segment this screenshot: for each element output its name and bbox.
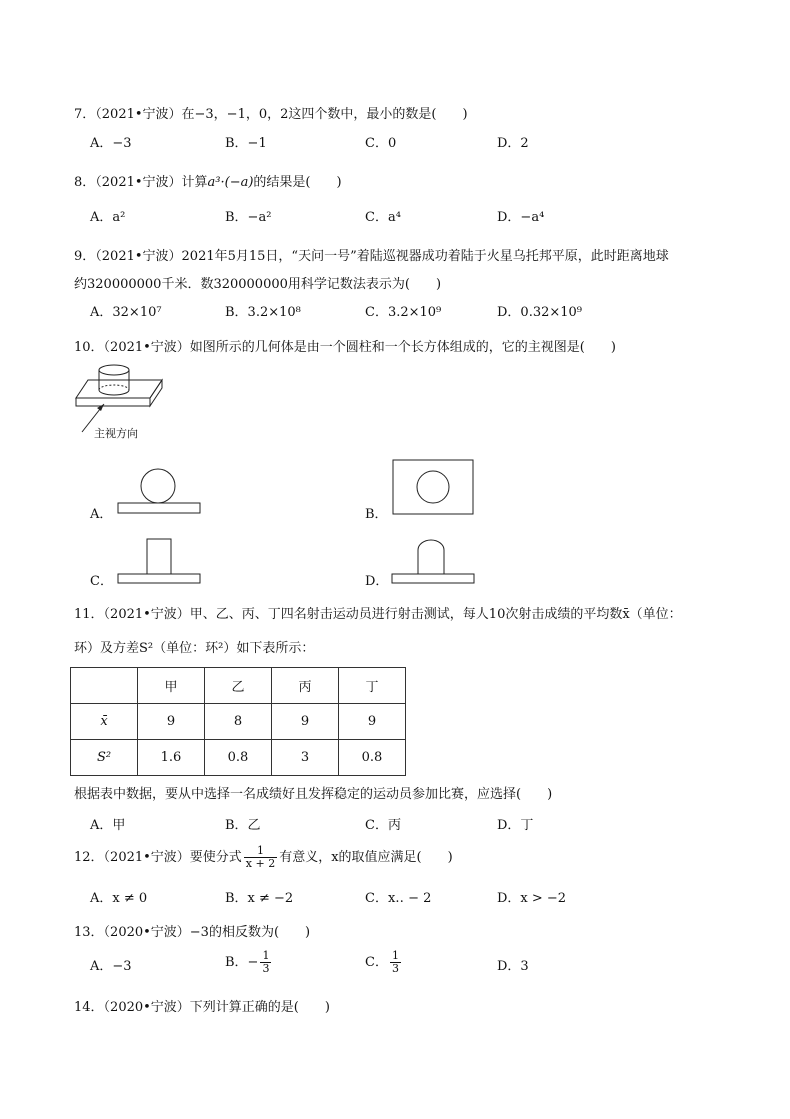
q13-option-c-prefix: C．: [365, 955, 388, 970]
q10-view-direction-label: 主视方向: [94, 427, 138, 440]
q9-line1: 9．（2021•宁波）2021年5月15日，“天问一号”着陆巡视器成功着陆于火星乌托邦平原，此时距离地球: [74, 249, 669, 264]
q8-suffix: 的结果是( ): [253, 175, 342, 190]
q8-option-d: D．−a⁴: [497, 210, 545, 225]
table-header-cell: 甲: [138, 668, 205, 704]
q9-line2: 约320000000千米．数320000000用科学记数法表示为( ): [74, 277, 442, 292]
q10-option-d-figure: [390, 536, 480, 586]
q12-prefix: 12．（2021•宁波）要使分式: [74, 850, 242, 865]
q14-stem: 14．（2020•宁波）下列计算正确的是( ): [74, 1000, 330, 1015]
q13-option-c-fraction: [390, 950, 401, 975]
q13-option-c-denominator: 3: [391, 962, 399, 975]
q8-prefix: 8．（2021•宁波）计算: [74, 175, 208, 190]
table-header-row: [71, 668, 406, 704]
q12-fraction-numerator: 1: [244, 845, 277, 858]
q8-expression: a³·(−a): [207, 175, 254, 190]
table-header-cell: 丙: [272, 668, 339, 704]
q11-line1: 11．（2021•宁波）甲、乙、丙、丁四名射击运动员进行射击测试，每人10次射击成绩的平均数x̄（单位：: [74, 607, 682, 622]
table-header-cell: [71, 668, 138, 704]
q13-option-b: [225, 949, 273, 977]
q11-line2: 环）及方差S²（单位：环²）如下表所示：: [74, 641, 315, 656]
q11-option-c: C．丙: [365, 818, 401, 833]
q11-option-a: A．甲: [90, 818, 126, 833]
table-cell: 0.8: [339, 740, 406, 776]
table-cell: 8: [205, 704, 272, 740]
table-row-label: S²: [71, 740, 138, 776]
q11-option-d: D．丁: [497, 818, 534, 833]
table-cell: 9: [272, 704, 339, 740]
q13-option-d: D．3: [497, 959, 529, 974]
q12-option-b: B．x ≠ −2: [225, 891, 294, 906]
table-cell: 9: [138, 704, 205, 740]
table-cell: 3: [272, 740, 339, 776]
q8-stem: [74, 171, 342, 190]
q8-option-c: C．a⁴: [365, 210, 401, 225]
q10-option-a: A．: [90, 507, 113, 522]
q12-stem: [74, 845, 453, 871]
q9-option-a: A．32×10⁷: [90, 305, 162, 320]
q13-option-c: [365, 949, 403, 977]
q10-option-d: D．: [365, 574, 389, 589]
q11-option-b: B．乙: [225, 818, 261, 833]
q7-option-d: D．2: [497, 136, 529, 151]
q7-stem: 7．（2021•宁波）在−3，−1，0，2这四个数中，最小的数是( ): [74, 107, 468, 122]
table-row: [71, 704, 406, 740]
q9-option-c: C．3.2×10⁹: [365, 305, 442, 320]
q13-option-b-fraction: [260, 950, 271, 975]
table-header-cell: 乙: [205, 668, 272, 704]
q10-option-c: C．: [90, 574, 113, 589]
q12-option-a: A．x ≠ 0: [90, 891, 148, 906]
table-cell: 9: [339, 704, 406, 740]
q11-after-text: 根据表中数据，要从中选择一名成绩好且发挥稳定的运动员参加比赛，应选择( ): [74, 787, 553, 802]
table-cell: 0.8: [205, 740, 272, 776]
q8-option-b: B．−a²: [225, 210, 272, 225]
q10-option-c-figure: [116, 536, 206, 586]
q7-option-a: A．−3: [90, 136, 132, 151]
q10-stem: 10．（2021•宁波）如图所示的几何体是由一个圆柱和一个长方体组成的，它的主视图是( ): [74, 340, 616, 355]
q13-option-b-prefix: B．−: [225, 955, 259, 970]
q10-option-a-figure: [116, 464, 206, 518]
q12-fraction-denominator: x + 2: [245, 857, 276, 870]
q7-option-c: C．0: [365, 136, 397, 151]
q9-option-d: D．0.32×10⁹: [497, 305, 583, 320]
q13-option-c-numerator: 1: [391, 949, 399, 962]
q12-fraction: [244, 845, 277, 870]
q12-option-d: D．x > −2: [497, 891, 567, 906]
table-header-cell: 丁: [339, 668, 406, 704]
q11-score-table: [70, 667, 406, 776]
q10-option-b-figure: [390, 458, 480, 518]
q12-option-c: C．x‥ − 2: [365, 891, 432, 906]
q9-option-b: B．3.2×10⁸: [225, 305, 301, 320]
table-row: [71, 740, 406, 776]
table-row-label: x̄: [71, 704, 138, 740]
q12-suffix: 有意义，x的取值应满足( ): [279, 850, 453, 865]
q13-stem: 13．（2020•宁波）−3的相反数为( ): [74, 925, 311, 940]
table-cell: 1.6: [138, 740, 205, 776]
q13-option-b-numerator: 1: [262, 949, 270, 962]
q7-option-b: B．−1: [225, 136, 267, 151]
q8-option-a: A．a²: [90, 210, 126, 225]
q13-option-b-denominator: 3: [262, 962, 270, 975]
q13-option-a: A．−3: [90, 959, 132, 974]
q10-option-b: B．: [365, 507, 388, 522]
